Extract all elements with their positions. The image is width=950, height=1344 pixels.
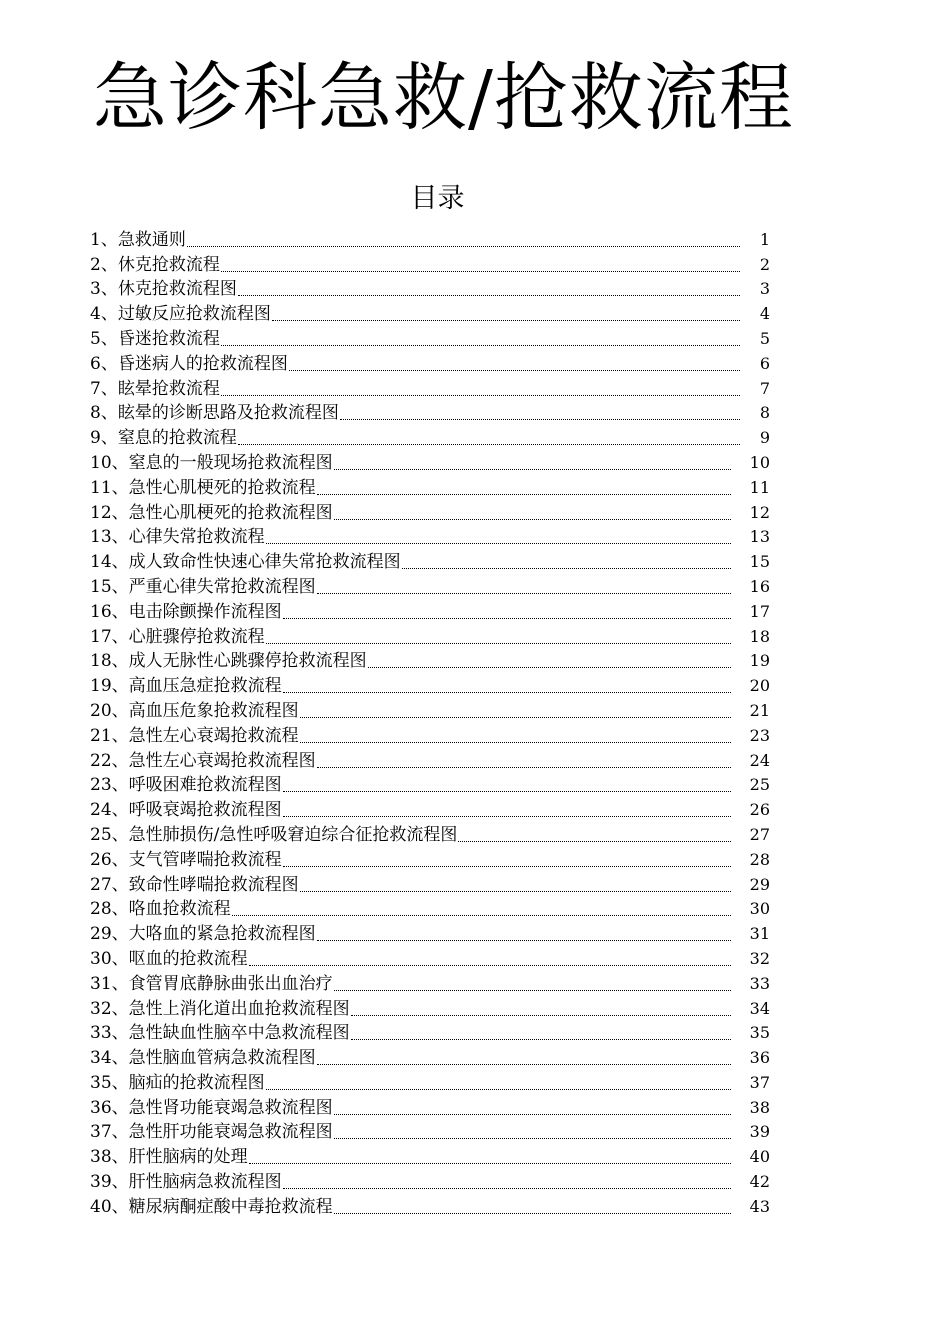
toc-entry-label: 11、急性心肌梗死的抢救流程 (90, 477, 316, 498)
toc-entry[interactable] (90, 995, 770, 1020)
toc-entry-page-number: 34 (749, 998, 770, 1018)
toc-entry[interactable] (90, 350, 770, 375)
toc-entry-page-number: 8 (759, 403, 770, 423)
toc-entry-label: 8、眩晕的诊断思路及抢救流程图 (90, 403, 339, 424)
toc-entry-page-number: 20 (749, 676, 770, 696)
toc-entry[interactable] (90, 623, 770, 648)
dot-leader (317, 593, 731, 594)
dot-leader (300, 891, 731, 892)
toc-entry-label: 13、心律失常抢救流程 (90, 527, 265, 548)
toc-entry-label: 21、急性左心衰竭抢救流程 (90, 725, 299, 746)
toc-entry-label: 25、急性肺损伤/急性呼吸窘迫综合征抢救流程图 (90, 824, 458, 845)
dot-leader (334, 519, 731, 520)
dot-leader (283, 816, 731, 817)
toc-entry-page-number: 15 (749, 552, 770, 572)
dot-leader (232, 915, 731, 916)
toc-entry-page-number: 26 (749, 800, 770, 820)
toc-entry[interactable] (90, 772, 770, 797)
toc-entry-page-number: 4 (759, 304, 770, 324)
toc-entry[interactable] (90, 226, 770, 251)
toc-entry-page-number: 28 (749, 849, 770, 869)
toc-entry[interactable] (90, 325, 770, 350)
toc-entry[interactable] (90, 449, 770, 474)
toc-entry-label: 12、急性心肌梗死的抢救流程图 (90, 502, 333, 523)
toc-entry[interactable] (90, 1020, 770, 1045)
toc-entry-label: 28、咯血抢救流程 (90, 899, 231, 920)
toc-entry-label: 2、休克抢救流程 (90, 254, 220, 275)
dot-leader (249, 965, 731, 966)
dot-leader (238, 295, 740, 296)
toc-entry-label: 30、呕血的抢救流程 (90, 948, 248, 969)
toc-entry[interactable] (90, 697, 770, 722)
toc-entry-label: 1、急救通则 (90, 229, 186, 250)
toc-entry-page-number: 13 (749, 527, 770, 547)
toc-entry-page-number: 30 (749, 899, 770, 919)
toc-entry-label: 7、眩晕抢救流程 (90, 378, 220, 399)
toc-entry-label: 27、致命性哮喘抢救流程图 (90, 874, 299, 895)
toc-entry-page-number: 42 (749, 1172, 770, 1192)
dot-leader (283, 1188, 731, 1189)
toc-entry[interactable] (90, 1044, 770, 1069)
toc-entry-page-number: 19 (749, 651, 770, 671)
dot-leader (340, 419, 740, 420)
dot-leader (221, 395, 740, 396)
toc-entry-page-number: 23 (749, 725, 770, 745)
toc-entry[interactable] (90, 896, 770, 921)
toc-entry-page-number: 17 (749, 601, 770, 621)
toc-entry[interactable] (90, 573, 770, 598)
toc-entry-label: 22、急性左心衰竭抢救流程图 (90, 750, 316, 771)
toc-entry[interactable] (90, 598, 770, 623)
toc-entry-page-number: 35 (749, 1023, 770, 1043)
toc-entry-page-number: 38 (749, 1097, 770, 1117)
toc-entry-label: 9、窒息的抢救流程 (90, 428, 237, 449)
toc-entry-label: 32、急性上消化道出血抢救流程图 (90, 998, 350, 1019)
toc-entry-label: 29、大咯血的紧急抢救流程图 (90, 924, 316, 945)
toc-entry-label: 24、呼吸衰竭抢救流程图 (90, 800, 282, 821)
toc-entry[interactable] (90, 424, 770, 449)
toc-entry-label: 10、窒息的一般现场抢救流程图 (90, 452, 333, 473)
toc-entry[interactable] (90, 524, 770, 549)
dot-leader (289, 370, 740, 371)
toc-entry[interactable] (90, 821, 770, 846)
toc-heading: 目录 (410, 183, 465, 214)
toc-entry-page-number: 12 (749, 502, 770, 522)
toc-entry-label: 15、严重心律失常抢救流程图 (90, 576, 316, 597)
dot-leader (368, 667, 731, 668)
dot-leader (334, 1114, 731, 1115)
toc-entry[interactable] (90, 672, 770, 697)
dot-leader (317, 767, 731, 768)
toc-entry-label: 33、急性缺血性脑卒中急救流程图 (90, 1023, 350, 1044)
toc-entry-page-number: 16 (749, 576, 770, 596)
toc-entry-label: 40、糖尿病酮症酸中毒抢救流程 (90, 1196, 333, 1217)
toc-entry-label: 37、急性肝功能衰竭急救流程图 (90, 1122, 333, 1143)
toc-entry-page-number: 40 (749, 1147, 770, 1167)
toc-entry[interactable] (90, 400, 770, 425)
toc-entry[interactable] (90, 548, 770, 573)
toc-entry-label: 26、支气管哮喘抢救流程 (90, 849, 282, 870)
dot-leader (266, 643, 731, 644)
toc-entry[interactable] (90, 970, 770, 995)
toc-entry-page-number: 37 (749, 1072, 770, 1092)
toc-entry-label: 14、成人致命性快速心律失常抢救流程图 (90, 552, 401, 573)
dot-leader (351, 1039, 731, 1040)
toc-entry-label: 4、过敏反应抢救流程图 (90, 304, 271, 325)
toc-entry-page-number: 9 (759, 428, 770, 448)
toc-entry-page-number: 3 (759, 279, 770, 299)
dot-leader (351, 1015, 731, 1016)
toc-entry[interactable] (90, 474, 770, 499)
toc-entry-label: 35、脑疝的抢救流程图 (90, 1072, 265, 1093)
toc-entry-label: 18、成人无脉性心跳骤停抢救流程图 (90, 651, 367, 672)
dot-leader (334, 1138, 731, 1139)
dot-leader (334, 469, 731, 470)
toc-entry-label: 16、电击除颤操作流程图 (90, 601, 282, 622)
toc-entry-page-number: 32 (749, 948, 770, 968)
toc-entry-page-number: 39 (749, 1122, 770, 1142)
toc-entry-label: 36、急性肾功能衰竭急救流程图 (90, 1097, 333, 1118)
toc-entry-label: 6、昏迷病人的抢救流程图 (90, 353, 288, 374)
toc-entry-page-number: 36 (749, 1048, 770, 1068)
toc-entry[interactable] (90, 1069, 770, 1094)
dot-leader (283, 791, 731, 792)
toc-entry-label: 3、休克抢救流程图 (90, 279, 237, 300)
dot-leader (283, 692, 731, 693)
toc-entry-page-number: 10 (749, 452, 770, 472)
toc-entry[interactable] (90, 648, 770, 673)
toc-entry-page-number: 6 (759, 353, 770, 373)
document-title: 急诊科急救/抢救流程 (93, 55, 794, 141)
toc-entry-page-number: 7 (759, 378, 770, 398)
toc-entry[interactable] (90, 251, 770, 276)
dot-leader (187, 246, 740, 247)
dot-leader (221, 345, 740, 346)
dot-leader (402, 568, 731, 569)
toc-entry-page-number: 11 (749, 477, 770, 497)
toc-entry-label: 38、肝性脑病的处理 (90, 1147, 248, 1168)
toc-entry-page-number: 43 (749, 1196, 770, 1216)
toc-entry-page-number: 1 (759, 229, 770, 249)
toc-entry[interactable] (90, 276, 770, 301)
toc-entry[interactable] (90, 1094, 770, 1119)
dot-leader (283, 866, 731, 867)
dot-leader (283, 618, 731, 619)
toc-entry-label: 19、高血压急症抢救流程 (90, 676, 282, 697)
dot-leader (266, 1089, 731, 1090)
toc-entry-page-number: 21 (749, 700, 770, 720)
toc-entry[interactable] (90, 499, 770, 524)
toc-entry[interactable] (90, 920, 770, 945)
toc-entry-page-number: 24 (749, 750, 770, 770)
dot-leader (458, 841, 731, 842)
dot-leader (238, 444, 740, 445)
toc-entry[interactable] (90, 796, 770, 821)
dot-leader (334, 990, 731, 991)
toc-entry[interactable] (90, 300, 770, 325)
dot-leader (221, 271, 740, 272)
dot-leader (300, 742, 731, 743)
toc-entry[interactable] (90, 871, 770, 896)
toc-entry-label: 34、急性脑血管病急救流程图 (90, 1048, 316, 1069)
toc-entry-page-number: 2 (759, 254, 770, 274)
toc-entry-label: 20、高血压危象抢救流程图 (90, 700, 299, 721)
toc-entry[interactable] (90, 846, 770, 871)
dot-leader (272, 320, 740, 321)
dot-leader (300, 717, 731, 718)
toc-entry-label: 17、心脏骤停抢救流程 (90, 626, 265, 647)
dot-leader (334, 1213, 731, 1214)
toc-entry[interactable] (90, 1193, 770, 1218)
dot-leader (317, 1064, 731, 1065)
toc-entry-page-number: 33 (749, 973, 770, 993)
toc-entry[interactable] (90, 1119, 770, 1144)
dot-leader (317, 494, 731, 495)
toc-entry[interactable] (90, 375, 770, 400)
toc-entry[interactable] (90, 747, 770, 772)
toc-entry-page-number: 27 (749, 824, 770, 844)
toc-entry-label: 39、肝性脑病急救流程图 (90, 1172, 282, 1193)
toc-entry[interactable] (90, 945, 770, 970)
toc-entry-label: 31、食管胃底静脉曲张出血治疗 (90, 973, 333, 994)
toc-entry-page-number: 5 (759, 328, 770, 348)
toc-entry-page-number: 25 (749, 775, 770, 795)
table-of-contents (90, 226, 770, 1218)
dot-leader (266, 543, 731, 544)
toc-entry-label: 23、呼吸困难抢救流程图 (90, 775, 282, 796)
toc-entry-page-number: 29 (749, 874, 770, 894)
toc-entry[interactable] (90, 722, 770, 747)
toc-entry-page-number: 18 (749, 626, 770, 646)
dot-leader (249, 1163, 731, 1164)
toc-entry[interactable] (90, 1168, 770, 1193)
toc-entry-page-number: 31 (749, 924, 770, 944)
dot-leader (317, 940, 731, 941)
toc-entry-label: 5、昏迷抢救流程 (90, 328, 220, 349)
toc-entry[interactable] (90, 1143, 770, 1168)
